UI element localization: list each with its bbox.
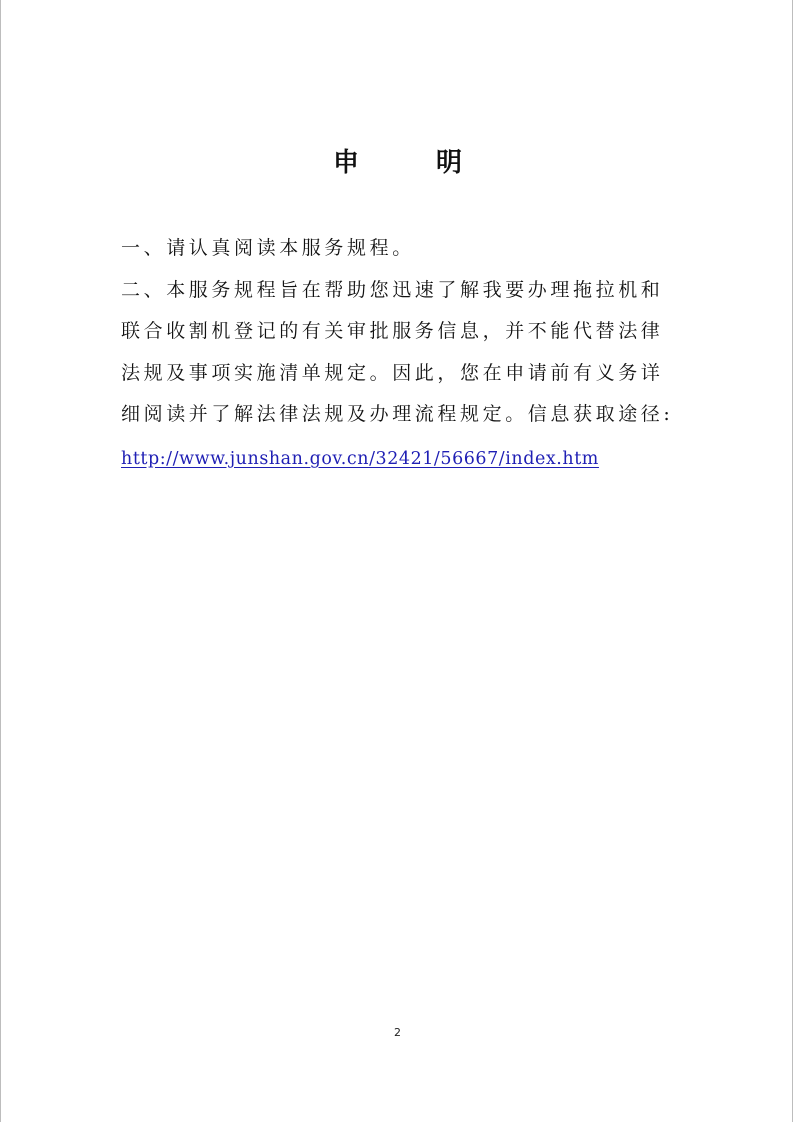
statement-body	[121, 228, 681, 436]
statement-item-2: 二、本服务规程旨在帮助您迅速了解我要办理拖拉机和联合收割机登记的有关审批服务信息，并不能代替法律法规及事项实施清单规定。因此，您在申请前有义务详细阅读并了解法律法规及办理流程规定。信息获取途径:	[121, 278, 674, 425]
page-number: 2	[394, 1026, 401, 1039]
statement-item-1: 一、请认真阅读本服务规程。	[121, 237, 415, 259]
page-title: 申 明	[332, 148, 497, 178]
info-source-link[interactable]: http://www.junshan.gov.cn/32421/56667/index.htm	[121, 449, 599, 469]
